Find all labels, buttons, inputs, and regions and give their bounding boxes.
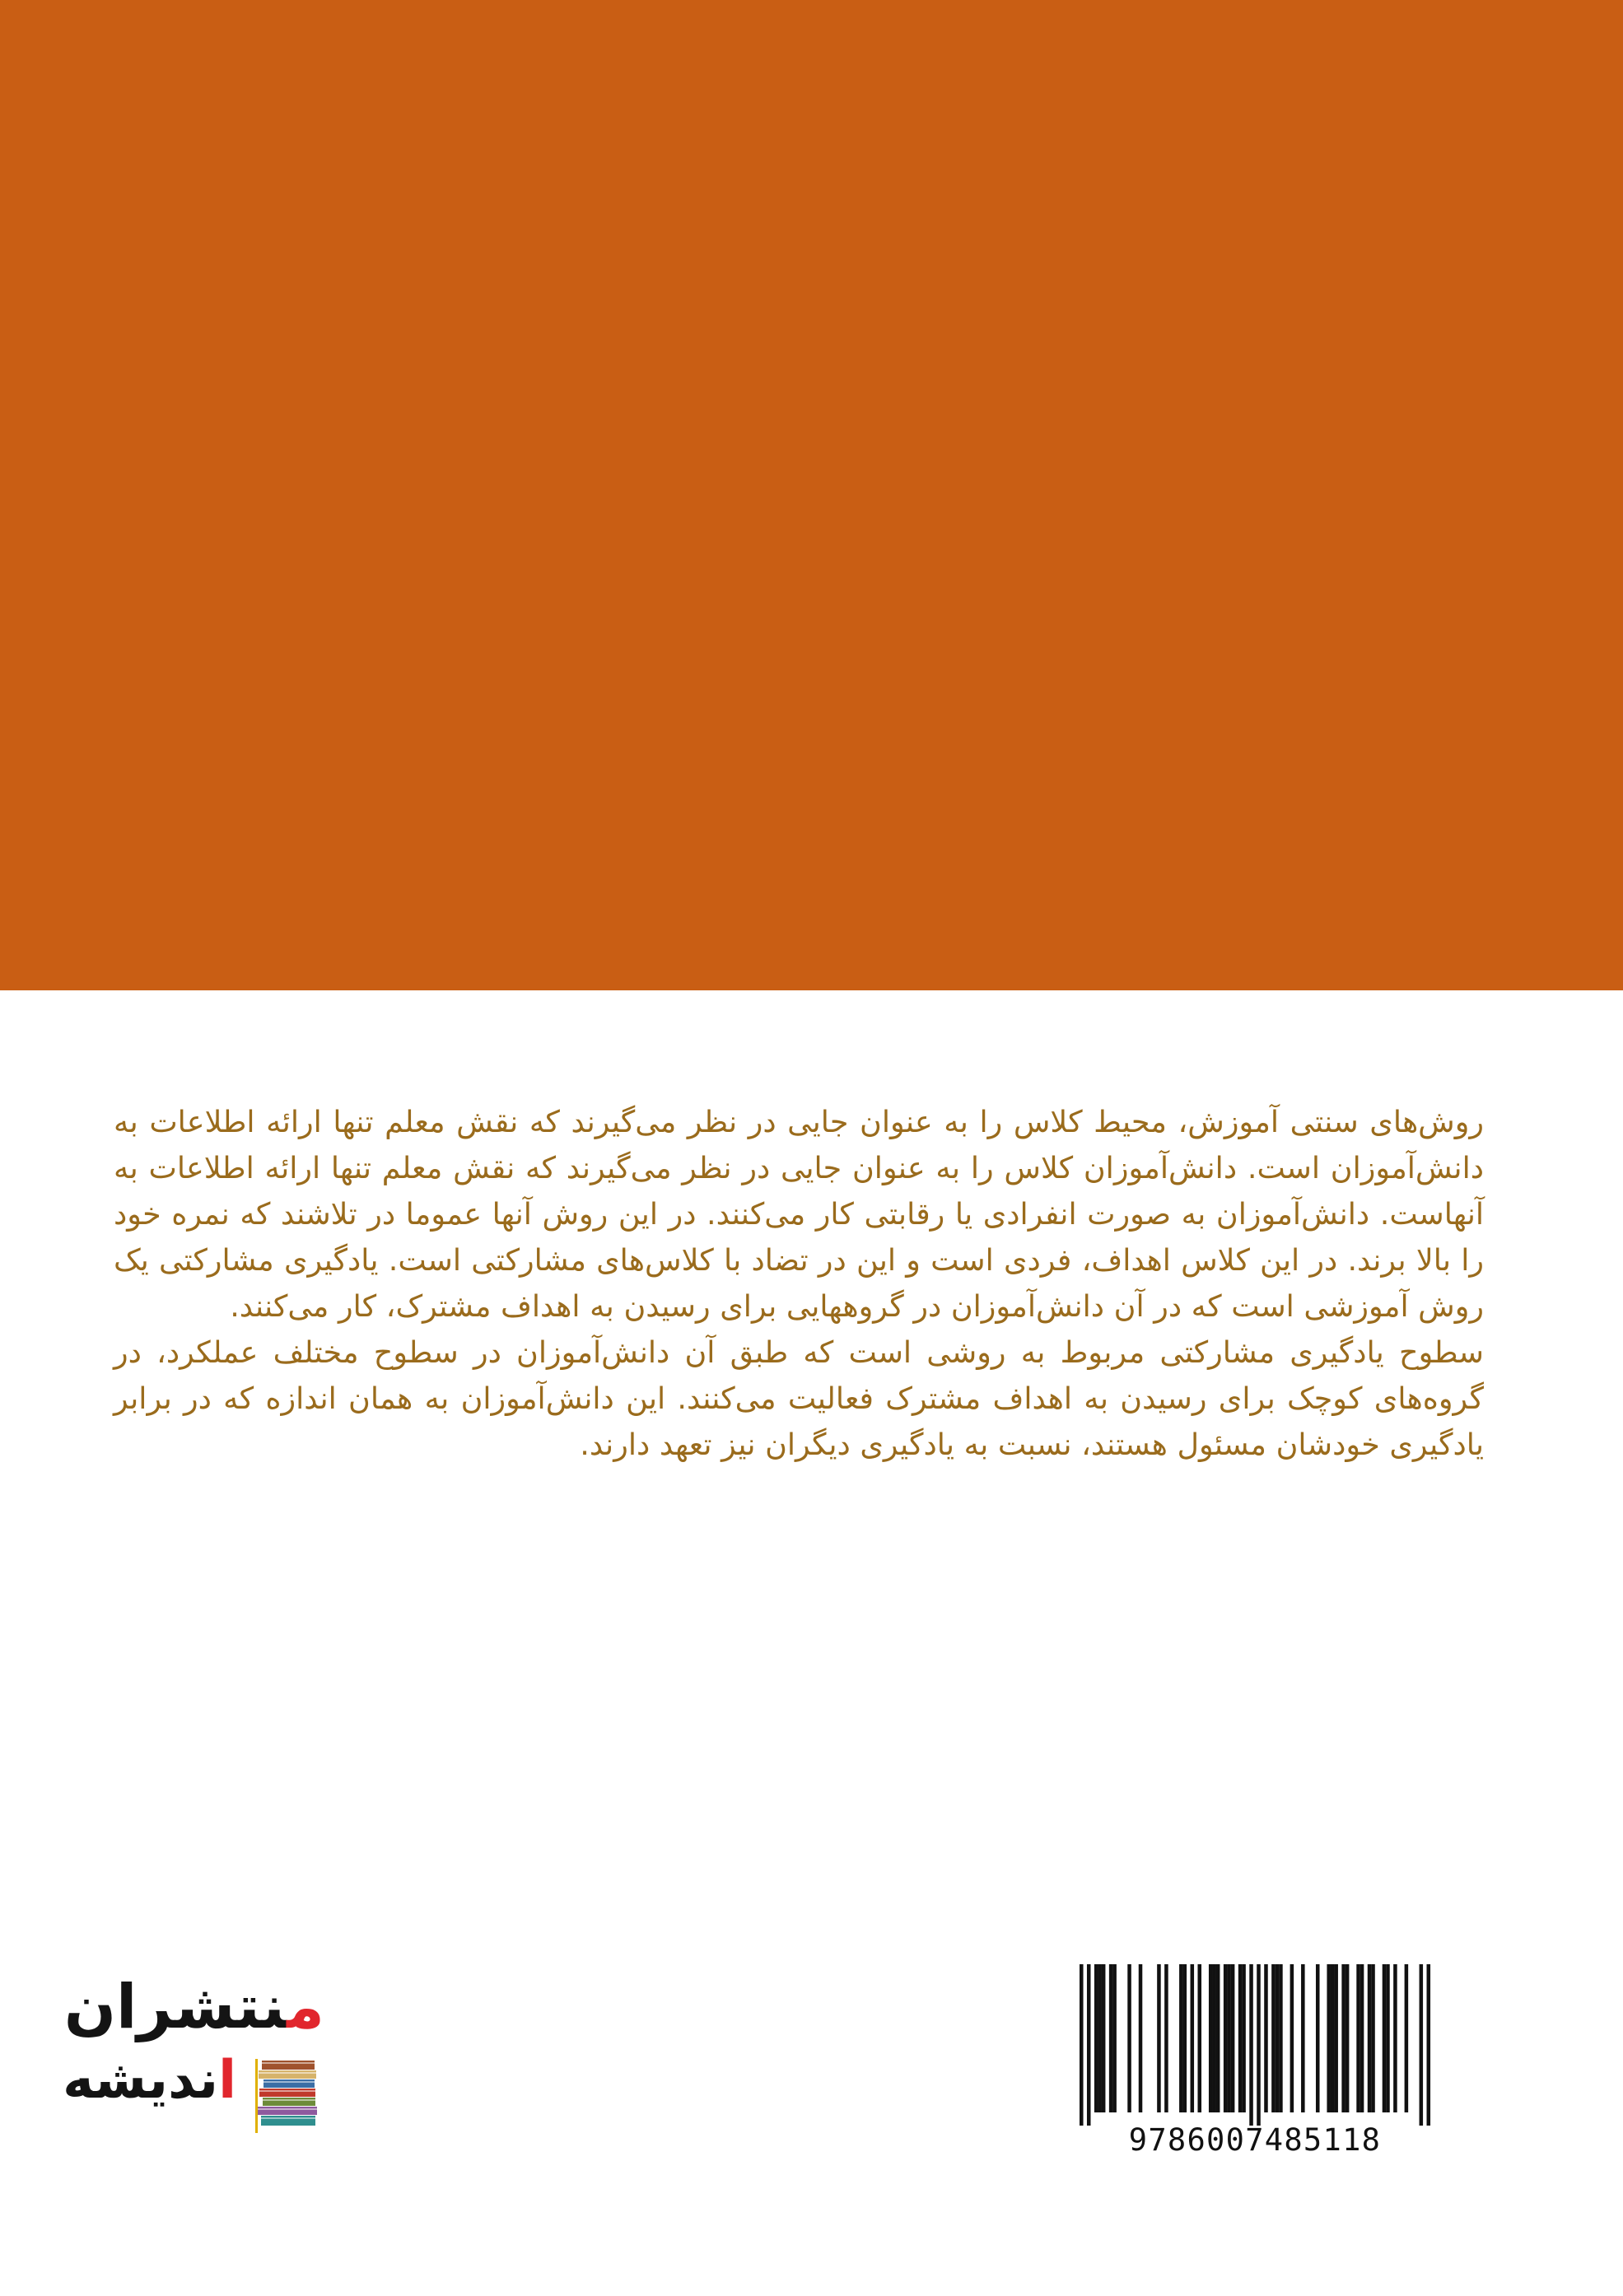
barcode-bar	[1264, 1964, 1268, 2112]
barcode-bar	[1197, 1964, 1201, 2112]
back-cover-blurb	[114, 1099, 1484, 1468]
barcode-bar	[1334, 1964, 1338, 2112]
barcode-bar	[1179, 1964, 1183, 2112]
barcode-bar	[1405, 1964, 1409, 2112]
barcode-bar	[1212, 1964, 1216, 2112]
publisher-logo-word-2: اندیشه	[63, 2050, 236, 2111]
barcode-bar	[1356, 1964, 1360, 2112]
barcode-bar	[1183, 1964, 1187, 2112]
cover-color-band	[0, 0, 1623, 990]
barcode-guard-bar	[1249, 1964, 1253, 2126]
barcode-bar	[1386, 1964, 1390, 2112]
barcode-bar	[1157, 1964, 1161, 2112]
barcode-bar	[1290, 1964, 1294, 2112]
barcode-guard-bar	[1420, 1964, 1424, 2126]
barcode-bar	[1102, 1964, 1106, 2112]
barcode-bar	[1341, 1964, 1346, 2112]
isbn-barcode	[1073, 1964, 1437, 2159]
barcode-bar	[1216, 1964, 1220, 2112]
barcode-bar	[1224, 1964, 1228, 2112]
barcode-bar	[1112, 1964, 1117, 2112]
barcode-bar	[1231, 1964, 1235, 2112]
barcode-bars	[1073, 1964, 1437, 2126]
publisher-logo	[63, 1972, 331, 2136]
barcode-guard-bar	[1080, 1964, 1084, 2126]
barcode-bar	[1393, 1964, 1397, 2112]
barcode-bar	[1227, 1964, 1231, 2112]
barcode-bar	[1371, 1964, 1375, 2112]
barcode-bar	[1360, 1964, 1364, 2112]
book-stack-icon	[255, 2054, 321, 2133]
barcode-bar	[1209, 1964, 1213, 2112]
barcode-bar	[1238, 1964, 1243, 2112]
barcode-bar	[1098, 1964, 1102, 2112]
barcode-bar	[1327, 1964, 1331, 2112]
barcode-number: 9786007485118	[1128, 2122, 1382, 2158]
barcode-bar	[1346, 1964, 1350, 2112]
blurb-paragraph: سطوح یادگیری مشارکتی مربوط به روشی است که طبق آن دانش‌آموزان در سطوح مختلف عملکرد، در گروه‌های کوچک برای رسیدن به اهداف مشترک فعالیت می‌کنند. این دانش‌آموزان به همان اندازه که در برابر یادگیری خودشان مسئول هستند، نسبت به یادگیری دیگران نیز تعهد دارند.	[114, 1334, 1484, 1462]
barcode-bar	[1242, 1964, 1246, 2112]
barcode-bar	[1279, 1964, 1283, 2112]
barcode-bar	[1191, 1964, 1195, 2112]
barcode-bar	[1109, 1964, 1113, 2112]
barcode-guard-bar	[1427, 1964, 1431, 2126]
barcode-bar	[1271, 1964, 1276, 2112]
barcode-bar	[1301, 1964, 1305, 2112]
barcode-bar	[1094, 1964, 1098, 2112]
barcode-bar	[1368, 1964, 1372, 2112]
barcode-bar	[1331, 1964, 1335, 2112]
barcode-guard-bar	[1087, 1964, 1091, 2126]
publisher-logo-word-1: منتشران	[63, 1972, 324, 2042]
barcode-bar	[1127, 1964, 1131, 2112]
barcode-bar	[1383, 1964, 1387, 2112]
blurb-paragraph: روش‌های سنتی آموزش، محیط کلاس را به عنوان جایی در نظر می‌گیرند که نقش معلم تنها ارائه اطلاعات به دانش‌آموزان است. دانش‌آموزان کلاس را به عنوان جایی در نظر می‌گیرند که نقش معلم تنها ارائه اطلاعات به آنهاست. دانش‌آموزان به صورت انفرادی یا رقابتی کار می‌کنند. در این روش آنها عموما در تلاشند که نمره خود را بالا برند. در این کلاس اهداف، فردی است و این در تضاد با کلاس‌های مشارکتی است. یادگیری مشارکتی یک روش آموزشی است که در آن دانش‌آموزان در گروههایی برای رسیدن به اهداف مشترک، کار می‌کنند.	[114, 1104, 1484, 1324]
barcode-bar	[1164, 1964, 1168, 2112]
barcode-bar	[1316, 1964, 1320, 2112]
barcode-bar	[1276, 1964, 1280, 2112]
barcode-guard-bar	[1257, 1964, 1261, 2126]
barcode-bar	[1139, 1964, 1143, 2112]
